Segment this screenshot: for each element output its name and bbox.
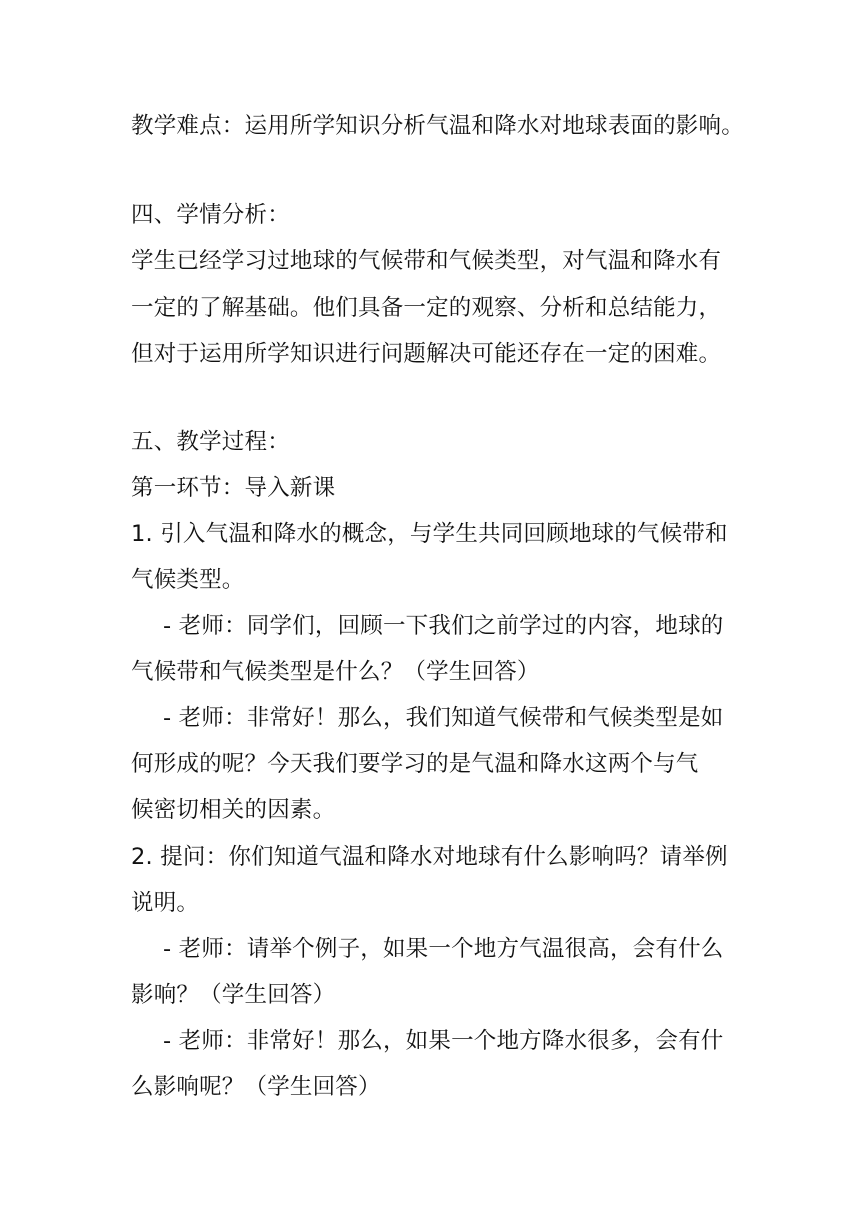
text-line: 候密切相关的因素。 [131,797,336,823]
text-line: 一定的了解基础。他们具备一定的观察、分析和总结能力， [131,295,722,321]
subsection-heading: 第一环节：导入新课 [131,475,336,501]
dialogue-line: - 老师：请举个例子，如果一个地方气温很高，会有什么 [163,936,724,962]
section-heading-student-analysis: 四、学情分析： [131,202,290,228]
text-line: 影响？（学生回答） [131,982,336,1008]
dialogue-line: - 老师：同学们，回顾一下我们之前学过的内容，地球的 [163,613,724,639]
text-line: 么影响呢？（学生回答） [131,1074,381,1100]
dialogue-line: - 老师：非常好！那么，如果一个地方降水很多，会有什 [163,1028,724,1054]
text-line-difficulty: 教学难点：运用所学知识分析气温和降水对地球表面的影响。 [131,113,744,139]
text-line: 但对于运用所学知识进行问题解决可能还存在一定的困难。 [131,341,722,367]
text-line: 学生已经学习过地球的气候带和气候类型，对气温和降水有 [131,248,722,274]
dialogue-line: - 老师：非常好！那么，我们知道气候带和气候类型是如 [163,705,724,731]
list-item-1: 1. 引入气温和降水的概念，与学生共同回顾地球的气候带和 [131,521,728,547]
text-line: 气候类型。 [131,567,245,593]
section-heading-teaching-process: 五、教学过程： [131,429,290,455]
text-line: 何形成的呢？今天我们要学习的是气温和降水这两个与气 [131,751,699,777]
text-line: 说明。 [131,890,200,916]
text-line: 气候带和气候类型是什么？（学生回答） [131,659,540,685]
list-item-2: 2. 提问：你们知道气温和降水对地球有什么影响吗？请举例 [131,844,728,870]
